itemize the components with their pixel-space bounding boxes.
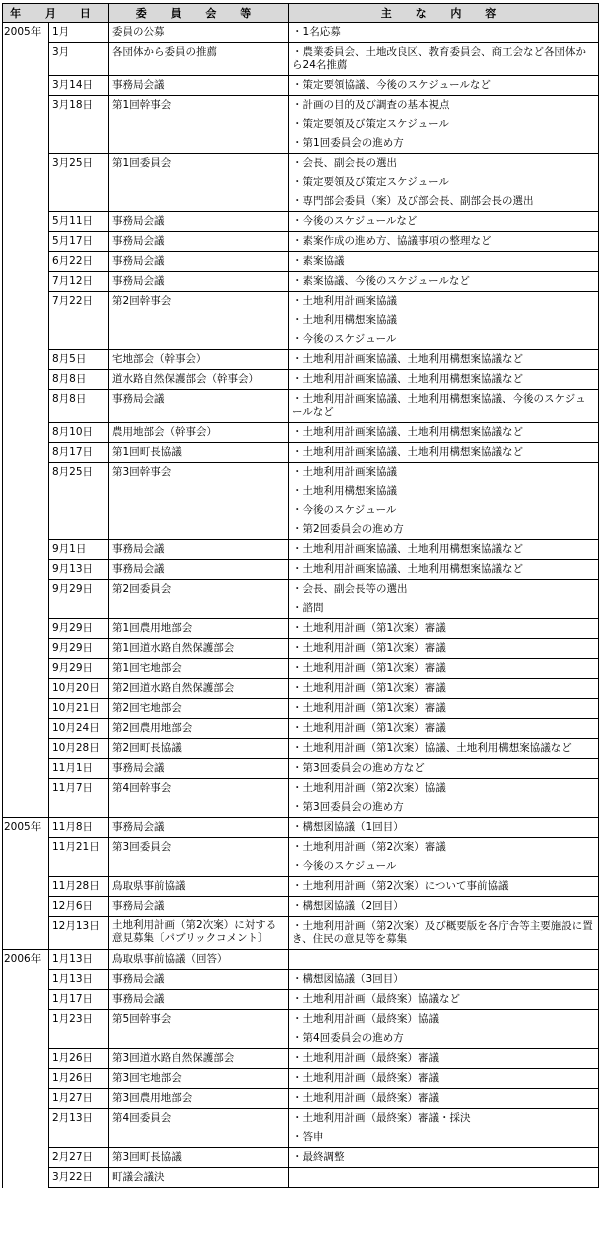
- cell-committee: 事務局会議: [109, 252, 289, 272]
- content-item: ・第1回委員会の進め方: [292, 137, 404, 149]
- cell-date: 1月26日: [49, 1049, 109, 1069]
- table-row: [3, 917, 599, 950]
- cell-date: 1月27日: [49, 1089, 109, 1109]
- cell-year: [3, 423, 49, 443]
- content-item: ・今後のスケジュール: [292, 333, 397, 345]
- table-row: [3, 423, 599, 443]
- table-row: [3, 212, 599, 232]
- content-item: ・答申: [292, 1131, 324, 1143]
- content-item: ・土地利用計画（第1次案）協議、土地利用構想案協議など: [292, 742, 572, 754]
- cell-year: [3, 443, 49, 463]
- cell-committee: 農用地部会（幹事会）: [109, 423, 289, 443]
- cell-date: 1月26日: [49, 1069, 109, 1089]
- cell-date: 5月11日: [49, 212, 109, 232]
- content-item: ・土地利用計画案協議、土地利用構想案協議など: [292, 426, 524, 438]
- table-row: [3, 370, 599, 390]
- cell-date: 1月: [49, 23, 109, 43]
- cell-content: [289, 679, 599, 699]
- content-item: ・会長、副会長の選出: [292, 157, 398, 169]
- cell-content: [289, 639, 599, 659]
- cell-content: [289, 154, 599, 212]
- cell-committee: 第3回道水路自然保護部会: [109, 1049, 289, 1069]
- content-item: ・土地利用計画（最終案）審議: [292, 1052, 440, 1064]
- cell-committee: 土地利用計画（第2次案）に対する意見募集〔パブリックコメント〕: [109, 917, 289, 950]
- content-item: ・土地利用計画案協議、土地利用構想案協議など: [292, 353, 524, 365]
- content-item: ・土地利用計画案協議、土地利用構想案協議など: [292, 543, 524, 555]
- cell-committee: 事務局会議: [109, 272, 289, 292]
- cell-content: [289, 463, 599, 540]
- table-row: [3, 739, 599, 759]
- cell-content: [289, 76, 599, 96]
- cell-date: 5月17日: [49, 232, 109, 252]
- table-row: [3, 463, 599, 540]
- cell-year: [3, 560, 49, 580]
- content-item: ・土地利用計画案協議、土地利用構想案協議など: [292, 563, 524, 575]
- cell-committee: 第2回農用地部会: [109, 719, 289, 739]
- content-item: ・土地利用計画（最終案）協議: [292, 1013, 440, 1025]
- table-header: [3, 4, 599, 23]
- cell-content: [289, 759, 599, 779]
- cell-committee: 第5回幹事会: [109, 1010, 289, 1049]
- cell-content: [289, 1010, 599, 1049]
- cell-committee: 各団体から委員の推薦: [109, 43, 289, 76]
- content-item: ・第4回委員会の進め方: [292, 1032, 404, 1044]
- cell-date: 1月17日: [49, 990, 109, 1010]
- cell-content: [289, 1089, 599, 1109]
- table-row: [3, 990, 599, 1010]
- content-item: ・構想図協議（3回目）: [292, 973, 404, 985]
- cell-content: [289, 1109, 599, 1148]
- table-row: [3, 350, 599, 370]
- cell-year: 2005年: [3, 818, 49, 838]
- table-body: [3, 23, 599, 1188]
- cell-committee: 事務局会議: [109, 212, 289, 232]
- table-row: [3, 1010, 599, 1049]
- cell-content: [289, 1049, 599, 1069]
- table-row: [3, 252, 599, 272]
- table-row: [3, 897, 599, 917]
- table-row: [3, 443, 599, 463]
- cell-date: 10月28日: [49, 739, 109, 759]
- cell-date: 3月14日: [49, 76, 109, 96]
- cell-content: [289, 619, 599, 639]
- table-row: [3, 639, 599, 659]
- cell-date: 12月6日: [49, 897, 109, 917]
- cell-committee: 事務局会議: [109, 970, 289, 990]
- cell-year: [3, 1089, 49, 1109]
- cell-date: 9月29日: [49, 580, 109, 619]
- cell-content: [289, 990, 599, 1010]
- content-item: ・土地利用計画（最終案）審議: [292, 1072, 440, 1084]
- cell-content: [289, 370, 599, 390]
- table-row: [3, 580, 599, 619]
- table-row: [3, 779, 599, 818]
- content-item: ・土地利用計画（第1次案）審議: [292, 642, 446, 654]
- table-row: [3, 659, 599, 679]
- cell-year: 2006年: [3, 950, 49, 970]
- content-item: ・土地利用計画（第1次案）審議: [292, 662, 446, 674]
- cell-year: [3, 96, 49, 154]
- cell-date: 8月5日: [49, 350, 109, 370]
- cell-year: [3, 990, 49, 1010]
- cell-date: 7月22日: [49, 292, 109, 350]
- cell-content: [289, 580, 599, 619]
- content-item: ・諮問: [292, 602, 324, 614]
- table-row: [3, 23, 599, 43]
- cell-date: 7月12日: [49, 272, 109, 292]
- cell-year: [3, 1168, 49, 1188]
- cell-year: 2005年: [3, 23, 49, 43]
- cell-year: [3, 390, 49, 423]
- content-item: ・素案協議: [292, 255, 345, 267]
- table-row: [3, 719, 599, 739]
- cell-content: [289, 350, 599, 370]
- cell-year: [3, 1049, 49, 1069]
- schedule-table: [2, 3, 599, 1188]
- content-item: ・土地利用計画（第1次案）審議: [292, 702, 446, 714]
- content-item: ・策定要領協議、今後のスケジュールなど: [292, 79, 491, 91]
- cell-content: [289, 540, 599, 560]
- cell-content: [289, 1168, 599, 1188]
- content-item: ・策定要領及び策定スケジュール: [292, 176, 449, 188]
- content-item: ・土地利用計画（最終案）審議: [292, 1092, 440, 1104]
- table-row: [3, 877, 599, 897]
- content-item: ・1名応募: [292, 26, 341, 38]
- cell-date: 9月29日: [49, 659, 109, 679]
- content-item: ・土地利用計画案協議: [292, 295, 398, 307]
- cell-date: 11月21日: [49, 838, 109, 877]
- cell-committee: 事務局会議: [109, 759, 289, 779]
- cell-content: [289, 390, 599, 423]
- cell-committee: 第3回農用地部会: [109, 1089, 289, 1109]
- content-item: ・第2回委員会の進め方: [292, 523, 404, 535]
- cell-date: 9月13日: [49, 560, 109, 580]
- cell-year: [3, 1010, 49, 1049]
- cell-year: [3, 43, 49, 76]
- cell-year: [3, 917, 49, 950]
- table-row: [3, 838, 599, 877]
- cell-committee: 事務局会議: [109, 560, 289, 580]
- cell-committee: 宅地部会（幹事会）: [109, 350, 289, 370]
- cell-committee: 第2回宅地部会: [109, 699, 289, 719]
- content-item: ・第3回委員会の進め方: [292, 801, 404, 813]
- table-row: [3, 619, 599, 639]
- cell-content: [289, 719, 599, 739]
- cell-committee: 事務局会議: [109, 390, 289, 423]
- cell-committee: 第3回幹事会: [109, 463, 289, 540]
- cell-content: [289, 699, 599, 719]
- cell-content: [289, 212, 599, 232]
- cell-date: 11月8日: [49, 818, 109, 838]
- cell-date: 8月25日: [49, 463, 109, 540]
- content-item: ・策定要領及び策定スケジュール: [292, 118, 449, 130]
- cell-year: [3, 292, 49, 350]
- cell-content: [289, 232, 599, 252]
- cell-date: 1月13日: [49, 970, 109, 990]
- cell-content: [289, 970, 599, 990]
- cell-committee: 第2回委員会: [109, 580, 289, 619]
- cell-date: 1月23日: [49, 1010, 109, 1049]
- cell-year: [3, 970, 49, 990]
- cell-committee: 第3回委員会: [109, 838, 289, 877]
- table-row: [3, 950, 599, 970]
- cell-content: [289, 897, 599, 917]
- cell-year: [3, 463, 49, 540]
- cell-date: 9月29日: [49, 639, 109, 659]
- cell-year: [3, 639, 49, 659]
- cell-date: 1月13日: [49, 950, 109, 970]
- cell-committee: 委員の公募: [109, 23, 289, 43]
- cell-year: [3, 272, 49, 292]
- cell-committee: 第2回幹事会: [109, 292, 289, 350]
- cell-committee: 第1回町長協議: [109, 443, 289, 463]
- cell-date: 10月20日: [49, 679, 109, 699]
- cell-committee: 事務局会議: [109, 818, 289, 838]
- cell-date: 8月8日: [49, 370, 109, 390]
- content-item: ・土地利用計画案協議、土地利用構想案協議、今後のスケジュールなど: [292, 393, 586, 418]
- content-item: ・計画の目的及び調査の基本視点: [292, 99, 450, 111]
- cell-date: 11月1日: [49, 759, 109, 779]
- table-row: [3, 76, 599, 96]
- content-item: ・専門部会委員（案）及び部会長、副部会長の選出: [292, 195, 534, 207]
- cell-year: [3, 540, 49, 560]
- cell-date: 11月7日: [49, 779, 109, 818]
- cell-committee: 事務局会議: [109, 232, 289, 252]
- cell-committee: 第3回宅地部会: [109, 1069, 289, 1089]
- cell-content: [289, 659, 599, 679]
- content-item: ・土地利用計画（最終案）審議・採決: [292, 1112, 471, 1124]
- table-row: [3, 96, 599, 154]
- cell-content: [289, 23, 599, 43]
- table-row: [3, 818, 599, 838]
- cell-content: [289, 272, 599, 292]
- cell-date: 8月17日: [49, 443, 109, 463]
- table-row: [3, 154, 599, 212]
- cell-committee: 第1回宅地部会: [109, 659, 289, 679]
- table-row: [3, 43, 599, 76]
- content-item: ・今後のスケジュール: [292, 860, 397, 872]
- table-row: [3, 970, 599, 990]
- content-item: ・土地利用計画（第1次案）審議: [292, 722, 446, 734]
- table-row: [3, 292, 599, 350]
- cell-committee: 事務局会議: [109, 540, 289, 560]
- header-committee: 委 員 会 等: [109, 4, 289, 23]
- content-item: ・土地利用計画（最終案）協議など: [292, 993, 461, 1005]
- cell-content: [289, 1069, 599, 1089]
- content-item: ・今後のスケジュールなど: [292, 215, 418, 227]
- cell-date: 10月24日: [49, 719, 109, 739]
- cell-content: [289, 779, 599, 818]
- cell-content: [289, 739, 599, 759]
- content-item: ・土地利用構想案協議: [292, 485, 398, 497]
- content-item: ・最終調整: [292, 1151, 345, 1163]
- table-row: [3, 232, 599, 252]
- table-row: [3, 699, 599, 719]
- cell-content: [289, 43, 599, 76]
- cell-committee: 道水路自然保護部会（幹事会）: [109, 370, 289, 390]
- table-row: [3, 560, 599, 580]
- cell-year: [3, 1109, 49, 1148]
- cell-year: [3, 739, 49, 759]
- cell-date: 12月13日: [49, 917, 109, 950]
- cell-date: 8月10日: [49, 423, 109, 443]
- cell-date: 3月: [49, 43, 109, 76]
- cell-date: 9月29日: [49, 619, 109, 639]
- cell-date: 9月1日: [49, 540, 109, 560]
- table-row: [3, 1049, 599, 1069]
- content-item: ・今後のスケジュール: [292, 504, 397, 516]
- cell-year: [3, 759, 49, 779]
- cell-year: [3, 838, 49, 877]
- content-item: ・土地利用計画案協議、土地利用構想案協議など: [292, 446, 524, 458]
- content-item: ・農業委員会、土地改良区、教育委員会、商工会など各団体から24名推薦: [292, 46, 587, 71]
- cell-year: [3, 897, 49, 917]
- cell-committee: 第2回町長協議: [109, 739, 289, 759]
- cell-content: [289, 292, 599, 350]
- cell-year: [3, 619, 49, 639]
- cell-content: [289, 96, 599, 154]
- cell-date: 10月21日: [49, 699, 109, 719]
- cell-content: [289, 917, 599, 950]
- table-row: [3, 1069, 599, 1089]
- content-item: ・土地利用構想案協議: [292, 314, 398, 326]
- cell-content: [289, 838, 599, 877]
- cell-committee: 第2回道水路自然保護部会: [109, 679, 289, 699]
- cell-date: 11月28日: [49, 877, 109, 897]
- cell-committee: 第1回委員会: [109, 154, 289, 212]
- cell-content: [289, 877, 599, 897]
- content-item: ・素案協議、今後のスケジュールなど: [292, 275, 470, 287]
- cell-year: [3, 779, 49, 818]
- cell-committee: 第1回農用地部会: [109, 619, 289, 639]
- cell-content: [289, 1148, 599, 1168]
- cell-committee: 町議会議決: [109, 1168, 289, 1188]
- cell-committee: 事務局会議: [109, 897, 289, 917]
- header-date: 年 月 日: [3, 4, 109, 23]
- cell-year: [3, 76, 49, 96]
- cell-year: [3, 679, 49, 699]
- table-row: [3, 272, 599, 292]
- cell-year: [3, 659, 49, 679]
- content-item: ・構想図協議（2回目）: [292, 900, 404, 912]
- cell-year: [3, 877, 49, 897]
- cell-year: [3, 350, 49, 370]
- content-item: ・素案作成の進め方、協議事項の整理など: [292, 235, 492, 247]
- cell-year: [3, 719, 49, 739]
- cell-year: [3, 154, 49, 212]
- cell-committee: 第1回幹事会: [109, 96, 289, 154]
- table-row: [3, 540, 599, 560]
- content-item: ・土地利用計画（第2次案）審議: [292, 841, 446, 853]
- cell-year: [3, 1069, 49, 1089]
- cell-committee: 事務局会議: [109, 76, 289, 96]
- cell-year: [3, 232, 49, 252]
- content-item: ・土地利用計画（第1次案）審議: [292, 682, 446, 694]
- table-row: [3, 1148, 599, 1168]
- cell-date: 2月13日: [49, 1109, 109, 1148]
- cell-committee: 第4回委員会: [109, 1109, 289, 1148]
- table-row: [3, 1089, 599, 1109]
- table-row: [3, 390, 599, 423]
- cell-year: [3, 370, 49, 390]
- cell-year: [3, 252, 49, 272]
- cell-year: [3, 212, 49, 232]
- cell-content: [289, 252, 599, 272]
- cell-committee: 鳥取県事前協議（回答）: [109, 950, 289, 970]
- content-item: ・第3回委員会の進め方など: [292, 762, 425, 774]
- cell-committee: 第1回道水路自然保護部会: [109, 639, 289, 659]
- table-row: [3, 1109, 599, 1148]
- cell-committee: 鳥取県事前協議: [109, 877, 289, 897]
- table-row: [3, 1168, 599, 1188]
- table-row: [3, 679, 599, 699]
- cell-date: 3月18日: [49, 96, 109, 154]
- cell-content: [289, 818, 599, 838]
- cell-content: [289, 423, 599, 443]
- content-item: ・土地利用計画案協議: [292, 466, 398, 478]
- header-content: 主 な 内 容: [289, 4, 599, 23]
- cell-year: [3, 699, 49, 719]
- content-item: ・土地利用計画（第2次案）及び概要版を各庁舎等主要施設に置き、住民の意見等を募集: [292, 920, 593, 945]
- content-item: ・土地利用計画案協議、土地利用構想案協議など: [292, 373, 524, 385]
- cell-committee: 第4回幹事会: [109, 779, 289, 818]
- cell-date: 3月22日: [49, 1168, 109, 1188]
- content-item: ・土地利用計画（第1次案）審議: [292, 622, 446, 634]
- content-item: ・土地利用計画（第2次案）について事前協議: [292, 880, 509, 892]
- content-item: ・構想図協議（1回目）: [292, 821, 404, 833]
- cell-content: [289, 560, 599, 580]
- cell-content: [289, 443, 599, 463]
- cell-committee: 事務局会議: [109, 990, 289, 1010]
- cell-year: [3, 1148, 49, 1168]
- cell-content: [289, 950, 599, 970]
- cell-date: 3月25日: [49, 154, 109, 212]
- cell-year: [3, 580, 49, 619]
- cell-date: 6月22日: [49, 252, 109, 272]
- cell-committee: 第3回町長協議: [109, 1148, 289, 1168]
- cell-date: 8月8日: [49, 390, 109, 423]
- content-item: ・土地利用計画（第2次案）協議: [292, 782, 446, 794]
- cell-date: 2月27日: [49, 1148, 109, 1168]
- content-item: ・会長、副会長等の選出: [292, 583, 408, 595]
- table-row: [3, 759, 599, 779]
